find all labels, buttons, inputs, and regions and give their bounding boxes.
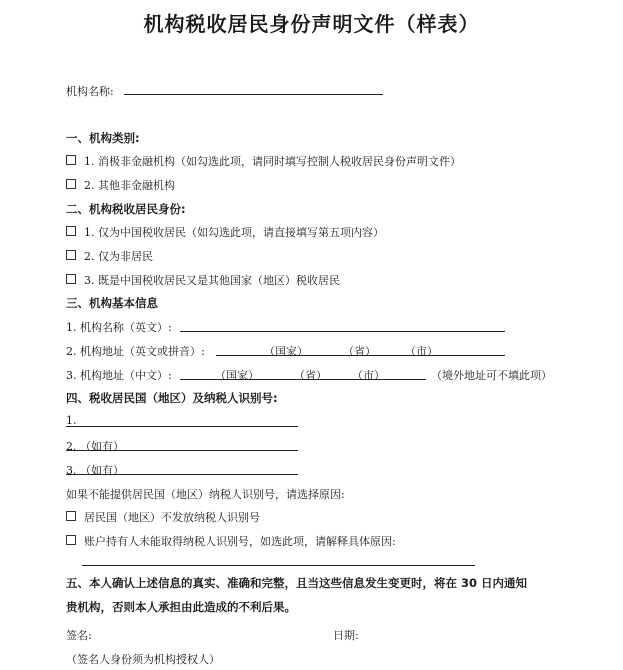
name-en-label: 1. 机构名称（英文）: [66, 321, 172, 334]
addr-cn-country: （国家） [215, 369, 259, 382]
section4-heading: 四、税收居民国（地区）及纳税人识别号: [66, 391, 278, 405]
org-type-option-1[interactable] [66, 153, 461, 169]
reason-option-1-label: 居民国（地区）不发放纳税人识别号 [84, 511, 260, 524]
residency-option-2[interactable] [66, 248, 153, 264]
org-name-label: 机构名称: [66, 85, 114, 98]
addr-cn-province: （省） [294, 369, 327, 382]
signature-label: 签名: [66, 629, 92, 642]
name-en-field[interactable] [180, 331, 505, 332]
checkbox[interactable] [66, 155, 76, 165]
checkbox[interactable] [66, 511, 76, 521]
page-title: 机构税收居民身份声明文件（样表） [143, 12, 480, 36]
tin-line-2-field[interactable] [66, 450, 298, 451]
abroad-note: （境外地址可不填此项） [431, 369, 552, 382]
checkbox[interactable] [66, 250, 76, 260]
reason-option-2[interactable] [66, 533, 396, 549]
addr-en-label: 2. 机构地址（英文或拼音）: [66, 345, 205, 358]
org-type-option-2[interactable] [66, 177, 175, 193]
residency-option-1-label: 1. 仅为中国税收居民（如勾选此项，请直接填写第五项内容） [84, 226, 384, 239]
org-name-field[interactable] [124, 94, 383, 95]
reason-option-2-label: 账户持有人未能取得纳税人识别号，如选此项，请解释具体原因: [84, 535, 396, 548]
tin-line-1-field[interactable] [66, 426, 298, 427]
residency-option-2-label: 2. 仅为非居民 [84, 250, 153, 263]
checkbox[interactable] [66, 226, 76, 236]
confirmation-line-1: 五、本人确认上述信息的真实、准确和完整，且当这些信息发生变更时，将在 30 日内通知 [66, 576, 528, 590]
addr-en-country: （国家） [264, 345, 308, 358]
section1-heading: 一、机构类别: [66, 131, 140, 145]
reason-option-1[interactable] [66, 509, 260, 525]
residency-option-1[interactable] [66, 224, 384, 240]
checkbox[interactable] [66, 535, 76, 545]
tin-line-3-field[interactable] [66, 474, 298, 475]
residency-option-3[interactable] [66, 272, 340, 288]
addr-cn-label: 3. 机构地址（中文）: [66, 369, 172, 382]
date-label: 日期: [333, 629, 359, 642]
org-type-option-2-label: 2. 其他非金融机构 [84, 179, 175, 192]
confirmation-line-2: 贵机构，否则本人承担由此造成的不利后果。 [66, 600, 296, 614]
residency-option-3-label: 3. 既是中国税收居民又是其他国家（地区）税收居民 [84, 274, 340, 287]
section3-heading: 三、机构基本信息 [66, 296, 158, 310]
section2-heading: 二、机构税收居民身份: [66, 202, 186, 216]
checkbox[interactable] [66, 179, 76, 189]
signature-note: （签名人身份须为机构授权人） [66, 653, 220, 666]
checkbox[interactable] [66, 274, 76, 284]
reason-explanation-field[interactable] [82, 565, 475, 566]
reason-prompt: 如果不能提供居民国（地区）纳税人识别号，请选择原因: [66, 488, 345, 501]
addr-cn-city: （市） [352, 369, 385, 382]
addr-en-province: （省） [343, 345, 376, 358]
org-type-option-1-label: 1. 消极非金融机构（如勾选此项，请同时填写控制人税收居民身份声明文件） [84, 155, 461, 168]
tin-line-1-label: 1. [66, 414, 77, 427]
addr-en-city: （市） [405, 345, 438, 358]
tin-line-2-label: 2. （如有） [66, 440, 124, 453]
tin-line-3-label: 3. （如有） [66, 464, 124, 477]
